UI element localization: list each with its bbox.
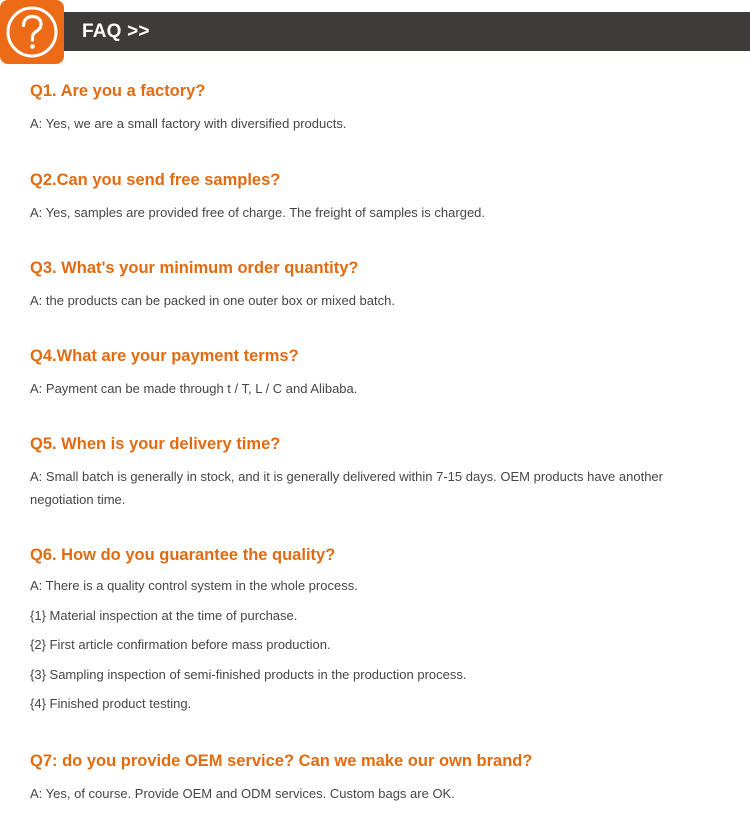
faq-question: Q6. How do you guarantee the quality? [30, 546, 336, 564]
faq-answer [30, 289, 720, 312]
faq-item [30, 258, 720, 312]
answer-line: {1} Material inspection at the time of purchase. [30, 607, 298, 623]
faq-question: Q2.Can you send free samples? [30, 171, 281, 189]
faq-question: Q1. Are you a factory? [30, 82, 206, 100]
answer-line: A: Small batch is generally in stock, and it is generally delivered within 7-15 days. OEM products have another negotiation time. [30, 469, 663, 507]
faq-answer [30, 571, 720, 719]
answer-line: A: Yes, of course. Provide OEM and ODM services. Custom bags are OK. [30, 786, 455, 801]
faq-question: Q3. What's your minimum order quantity? [30, 259, 359, 277]
faq-answer [30, 112, 720, 135]
faq-header [0, 0, 750, 64]
answer-line: {3} Sampling inspection of semi-finished products in the production process. [30, 666, 467, 682]
question-mark-icon [0, 0, 64, 64]
faq-item [30, 434, 720, 511]
faq-answer [30, 465, 720, 511]
answer-line: A: There is a quality control system in the whole process. [30, 578, 358, 593]
faq-answer [30, 377, 720, 400]
faq-question: Q4.What are your payment terms? [30, 347, 299, 365]
faq-title: FAQ >> [82, 21, 150, 42]
answer-line: A: Yes, we are a small factory with diversified products. [30, 116, 347, 131]
answer-line: A: Yes, samples are provided free of charge. The freight of samples is charged. [30, 205, 486, 220]
faq-item [30, 751, 720, 805]
faq-question: Q7: do you provide OEM service? Can we make our own brand? [30, 752, 533, 770]
faq-answer [30, 782, 720, 805]
answer-line: A: Payment can be made through t / T, L / C and Alibaba. [30, 381, 358, 396]
faq-item [30, 170, 720, 224]
faq-answer [30, 201, 720, 224]
answer-line: {4} Finished product testing. [30, 696, 192, 711]
answer-line: {2} First article confirmation before mass production. [30, 637, 331, 652]
faq-item [30, 81, 720, 135]
answer-line: A: the products can be packed in one outer box or mixed batch. [30, 293, 395, 308]
faq-item [30, 346, 720, 400]
faq-item [30, 545, 720, 719]
faq-question: Q5. When is your delivery time? [30, 435, 281, 453]
